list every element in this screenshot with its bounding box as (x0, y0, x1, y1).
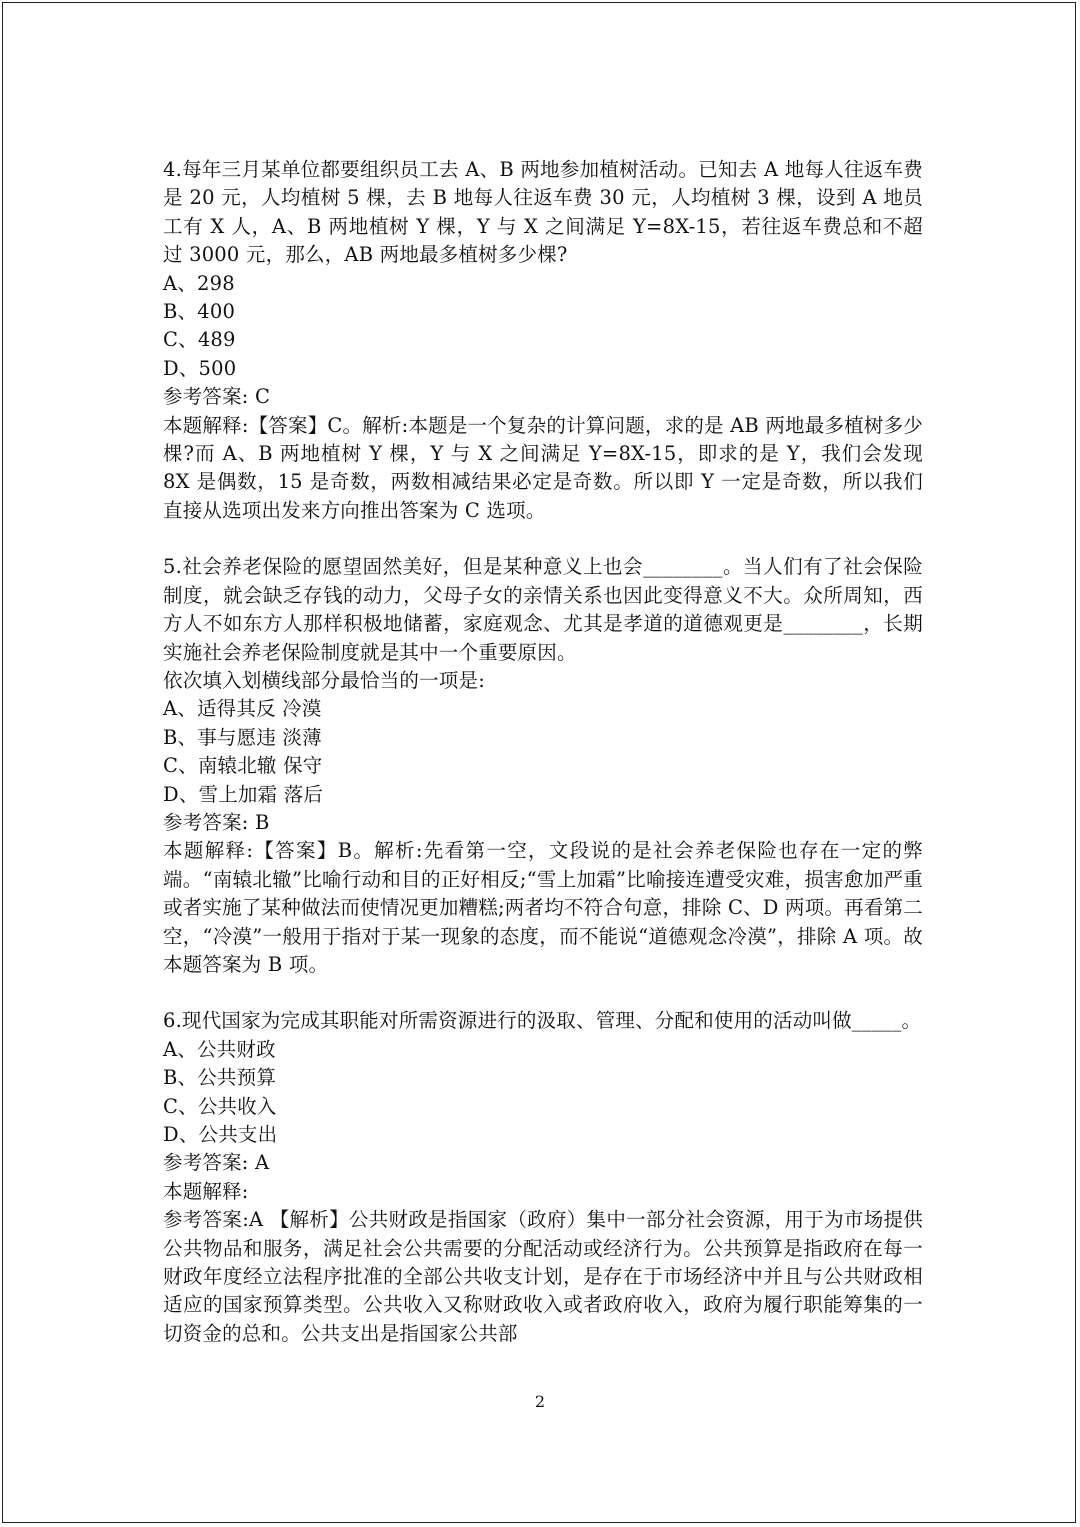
question-prompt: 依次填入划横线部分最恰当的一项是: (163, 668, 485, 692)
option-c: C、南辕北辙 保守 (163, 754, 323, 778)
option-d: D、公共支出 (163, 1123, 278, 1146)
option-d: D、雪上加霜 落后 (163, 782, 324, 806)
reference-answer: 参考答案: A (163, 1151, 270, 1175)
option-b: B、400 (163, 300, 236, 324)
page-number: 2 (534, 1392, 546, 1411)
question-spacer (163, 525, 923, 553)
question-stem: 4.每年三月某单位都要组织员工去 A、B 两地参加植树活动。已知去 A 地每人往返车费是 20 元，人均植树 5 棵，去 B 地每人往返车费 30 元，人均植树 3 棵，设到 A 地员工有 X 人，A、B 两地植树 Y 棵，Y 与 X 之间满足 Y=8X-15，若往返车费总和不超过 3000 元，那么，AB 两地最多植树多少棵? (163, 158, 923, 267)
question-stem: 6.现代国家为完成其职能对所需资源进行的汲取、管理、分配和使用的活动叫做_____。 (163, 1009, 922, 1033)
reference-answer: 参考答案: C (163, 385, 271, 409)
question-4 (163, 156, 923, 525)
page-content (163, 156, 923, 1348)
option-a: A、298 (163, 271, 235, 295)
reference-answer: 参考答案: B (163, 810, 270, 834)
option-d: D、500 (163, 356, 237, 380)
explanation: 参考答案:A 【解析】公共财政是指国家（政府）集中一部分社会资源，用于为市场提供公共物品和服务，满足社会公共需要的分配活动或经济行为。公共预算是指政府在每一财政年度经立法程序批准的全部公共收支计划，是存在于市场经济中并且与公共财政相适应的国家预算类型。公共收入又称财政收入或者政府收入，政府为履行职能筹集的一切资金的总和。公共支出是指国家公共部 (163, 1208, 923, 1345)
question-5 (163, 553, 923, 979)
option-c: C、489 (163, 328, 236, 352)
option-b: B、公共预算 (163, 1066, 277, 1090)
option-c: C、公共收入 (163, 1094, 277, 1118)
question-stem: 5.社会养老保险的愿望固然美好，但是某种意义上也会________。当人们有了社会保险制度，就会缺乏存钱的动力，父母子女的亲情关系也因此变得意义不大。众所周知，西方人不如东方人那样积极地储蓄，家庭观念、尤其是孝道的道德观更是________，长期实施社会养老保险制度就是其中一个重要原因。 (163, 555, 923, 664)
option-b: B、事与愿违 淡薄 (163, 725, 322, 749)
explanation: 本题解释:【答案】B。解析:先看第一空，文段说的是社会养老保险也存在一定的弊端。“南辕北辙”比喻行动和目的正好相反;“雪上加霜”比喻接连遭受灾难，损害愈加严重或者实施了某种做法而使情况更加糟糕;两者均不符合句意，排除 C、D 两项。再看第二空，“冷漠”一般用于指对于某一现象的态度，而不能说“道德观念冷漠”，排除 A 项。故本题答案为 B 项。 (163, 839, 923, 976)
question-spacer (163, 979, 923, 1007)
explanation: 本题解释:【答案】C。解析:本题是一个复杂的计算问题，求的是 AB 两地最多植树多少棵?而 A、B 两地植树 Y 棵，Y 与 X 之间满足 Y=8X-15，即求的是 Y，我们会发现 8X 是偶数，15 是奇数，两数相减结果必定是奇数。所以即 Y 一定是奇数，所以我们直接从选项出发来方向推出答案为 C 选项。 (163, 413, 923, 522)
option-a: A、公共财政 (163, 1037, 276, 1061)
option-a: A、适得其反 冷漠 (163, 697, 322, 721)
explanation-label: 本题解释: (163, 1179, 249, 1203)
question-6 (163, 1007, 923, 1348)
